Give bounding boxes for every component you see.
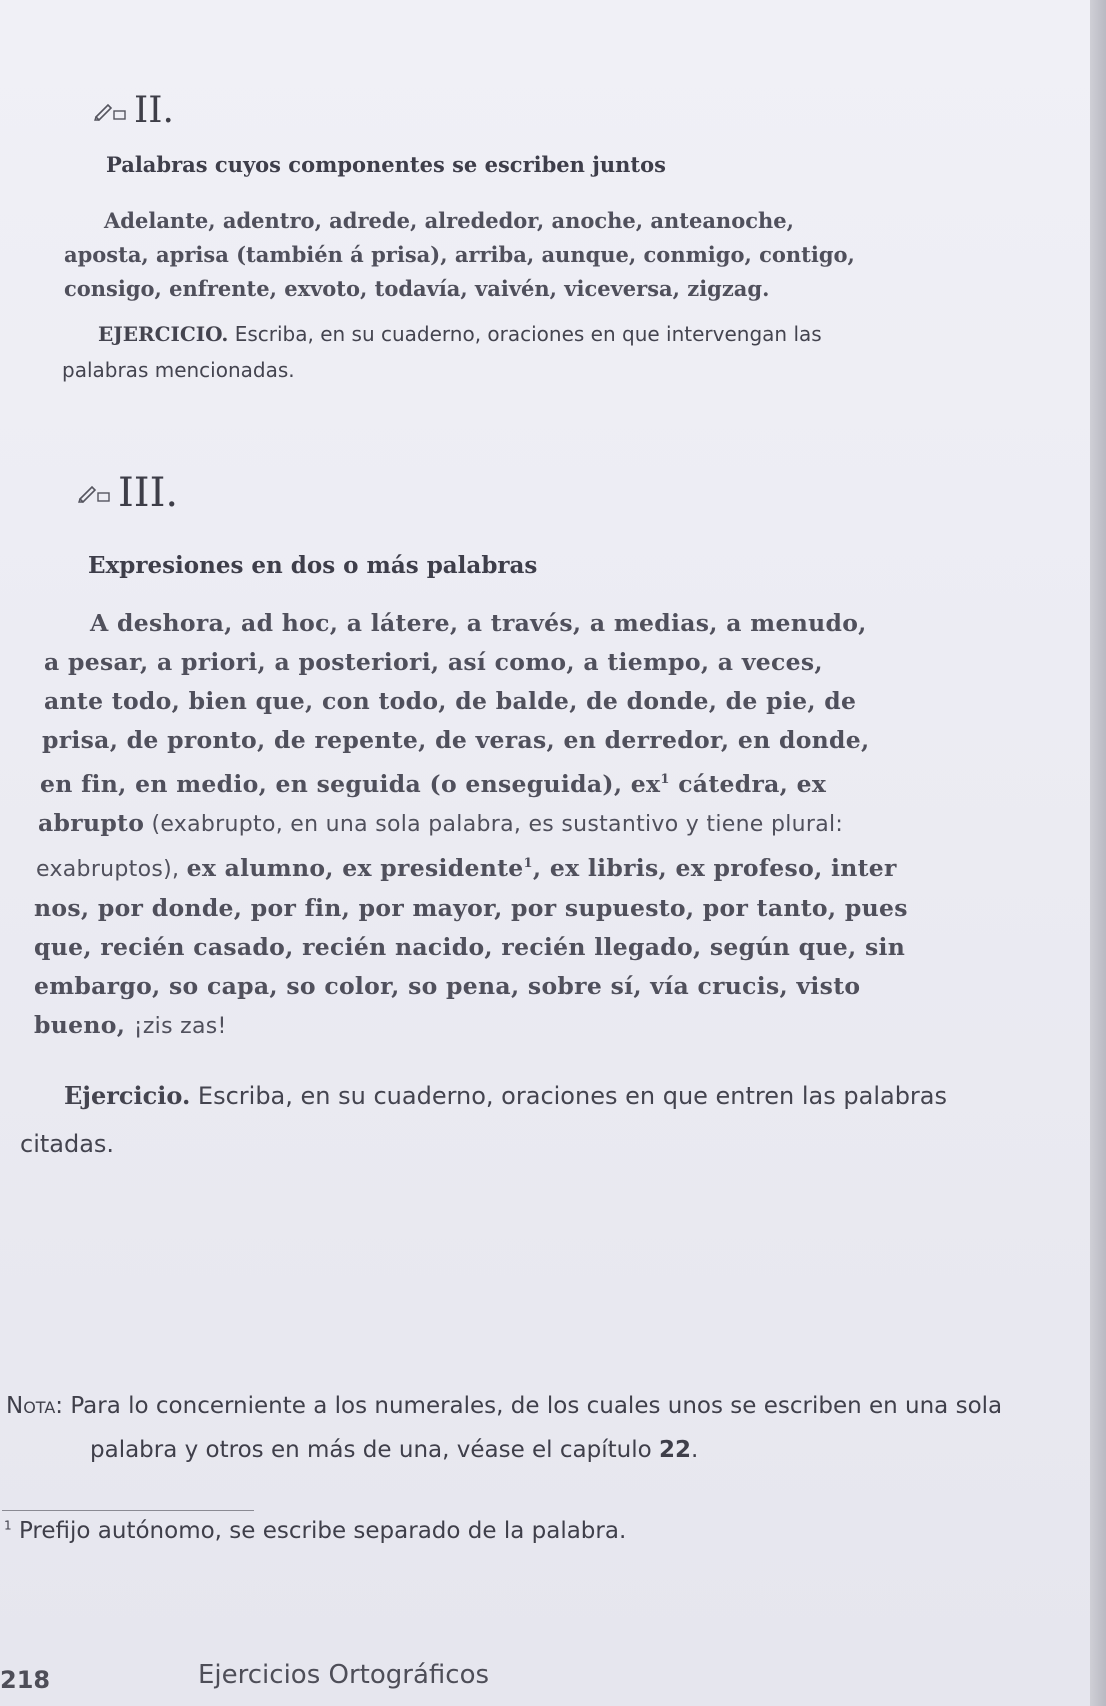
- exercise-text: Escriba, en su cuaderno, oraciones en que entren las palabras: [190, 1082, 948, 1110]
- expression-text: bueno,: [34, 1010, 134, 1039]
- exercise-text: palabras mencionadas.: [62, 358, 295, 382]
- word-list-line: consigo, enfrente, exvoto, todavía, vaivén, viceversa, zigzag.: [64, 276, 770, 301]
- section-3-numeral: III.: [118, 470, 179, 516]
- section-2-word-list: [64, 204, 964, 306]
- expression-line: a pesar, a priori, a posteriori, así como, a tiempo, a veces,: [44, 648, 823, 676]
- exercise-text: citadas.: [20, 1130, 115, 1158]
- expression-line: ante todo, bien que, con todo, de balde, de donde, de pie, de: [44, 687, 857, 715]
- expression-line: [34, 844, 1044, 889]
- expression-text: ex alumno, ex presidente: [186, 853, 524, 882]
- expression-note: (exabrupto, en una sola palabra, es sustantivo y tiene plural:: [144, 811, 844, 837]
- expression-note: exabruptos),: [36, 856, 187, 882]
- expression-text: cátedra, ex: [669, 769, 827, 798]
- section-2-heading: Palabras cuyos componentes se escriben juntos: [106, 152, 666, 177]
- footnote-divider: [2, 1510, 254, 1511]
- page-edge: [1090, 0, 1106, 1706]
- expression-text: en fin, en medio, en seguida (o enseguida), ex: [40, 769, 661, 798]
- expression-line: [34, 1006, 1044, 1046]
- note-text: palabra y otros en más de una, véase el capítulo: [90, 1437, 659, 1463]
- note-block: [6, 1384, 1086, 1472]
- expression-text: abrupto: [38, 808, 145, 837]
- chapter-number: 22: [658, 1437, 691, 1463]
- word-list-line: Adelante, adentro, adrede, alrededor, anoche, anteanoche,: [104, 208, 794, 233]
- note-text: Para lo concerniente a los numerales, de los cuales unos se escriben en una sola: [63, 1393, 1003, 1419]
- section-3-exercise: [20, 1072, 1060, 1168]
- section-3-header: [78, 470, 178, 516]
- expression-line: nos, por donde, por fin, por mayor, por supuesto, por tanto, pues: [34, 893, 908, 922]
- section-2-exercise: [62, 316, 1002, 388]
- exercise-label: Ejercicio.: [64, 1081, 191, 1110]
- note-text: .: [691, 1437, 699, 1463]
- section-3-heading: Expresiones en dos o más palabras: [88, 552, 538, 579]
- section-2-header: [94, 90, 174, 131]
- expression-line: A deshora, ad hoc, a látere, a través, a medias, a menudo,: [90, 609, 867, 637]
- expression-line: [34, 760, 1044, 804]
- footnote-mark: 1: [4, 1518, 12, 1533]
- expression-line: embargo, so capa, so color, so pena, sobre sí, vía crucis, visto: [34, 971, 861, 1000]
- footnote-text: Prefijo autónomo, se escribe separado de la palabra.: [11, 1518, 627, 1544]
- expression-line: prisa, de pronto, de repente, de veras, en derredor, en donde,: [42, 726, 870, 754]
- footnote-ref: 1: [523, 855, 533, 871]
- word-list-line: aposta, aprisa (también á prisa), arriba, aunque, conmigo, contigo,: [64, 242, 855, 267]
- exercise-text: Escriba, en su cuaderno, oraciones en que intervengan las: [228, 322, 822, 346]
- section-3-expression-list: [34, 604, 1044, 1046]
- note-label: Nota:: [6, 1393, 64, 1419]
- section-2-numeral: II.: [134, 90, 174, 131]
- expression-line: [34, 804, 1044, 844]
- pencil-writing-icon: [94, 101, 128, 121]
- exercise-label: EJERCICIO.: [98, 322, 229, 346]
- page-number: 218: [0, 1666, 51, 1694]
- expression-line: que, recién casado, recién nacido, recién llegado, según que, sin: [34, 932, 906, 961]
- footnote: [4, 1518, 626, 1544]
- running-footer-title: Ejercicios Ortográficos: [198, 1660, 490, 1690]
- pencil-writing-icon: [78, 483, 112, 503]
- expression-text: ¡zis zas!: [133, 1013, 227, 1039]
- expression-text: , ex libris, ex profeso, inter: [532, 853, 897, 882]
- footnote-ref: 1: [660, 772, 670, 787]
